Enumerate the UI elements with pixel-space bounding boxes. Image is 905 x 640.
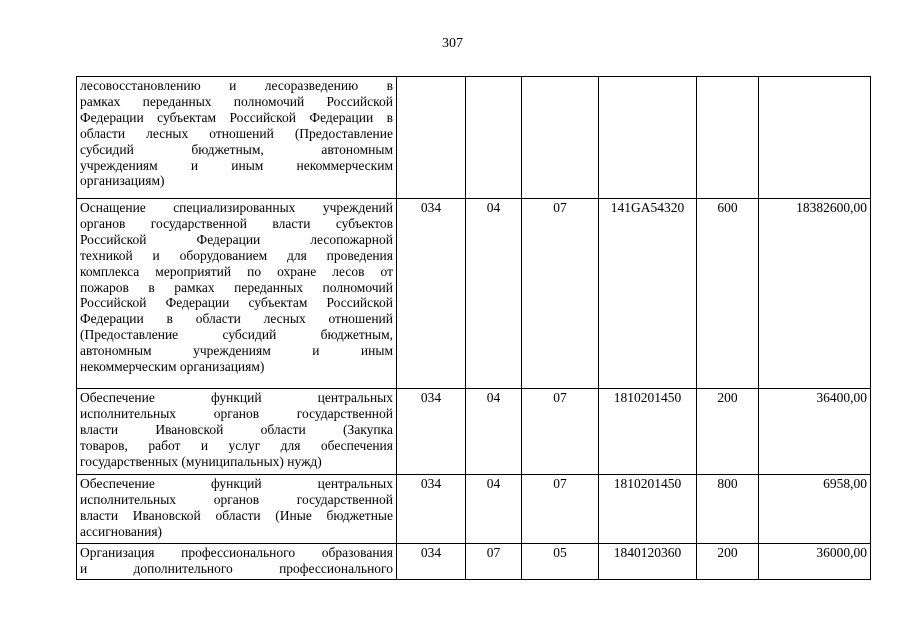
description-line: техникой и оборудованием для проведения [80,247,393,263]
description-line: организациям) [80,173,165,189]
section-code-cell: 07 [466,544,522,580]
description-line: Обеспечение функций центральных [80,390,393,405]
budget-table [76,76,871,580]
target-article-cell [599,77,697,199]
budget-table-body [77,77,871,580]
description-line: Российской Федерации субъектам Российской [80,295,393,311]
ministry-code-cell: 034 [397,475,466,544]
description-line: ассигнования) [80,523,163,539]
section-code-cell: 04 [466,199,522,389]
expense-kind-cell: 200 [697,544,759,580]
description-line: Федерации в области лесных отношений [80,311,393,327]
description-line: исполнительных органов государственной [80,491,393,507]
description-line: рамках переданных полномочий Российской [80,93,393,109]
subsection-code-cell [522,77,599,199]
table-row [77,475,871,544]
description-line: Федерации субъектам Российской Федерации в [80,109,393,125]
amount-cell [759,77,871,199]
subsection-code-cell: 07 [522,199,599,389]
description-cell [77,544,397,580]
table-row [77,544,871,580]
subsection-code-cell: 07 [522,389,599,475]
ministry-code-cell: 034 [397,199,466,389]
description-cell [77,77,397,199]
table-row [77,389,871,475]
table-row [77,77,871,199]
description-line: органов государственной власти субъектов [80,215,393,231]
amount-cell: 36400,00 [759,389,871,475]
description-line: власти Ивановской области (Иные бюджетные [80,507,393,523]
section-code-cell: 04 [466,475,522,544]
amount-cell: 6958,00 [759,475,871,544]
description-line: исполнительных органов государственной [80,405,393,421]
description-line: области лесных отношений (Предоставление [80,125,393,141]
description-line: некоммерческим организациям) [80,359,265,375]
description-line: автономным учреждениям и иным [80,343,393,359]
page-number: 307 [442,36,463,51]
description-line: Оснащение специализированных учреждений [80,200,393,215]
subsection-code-cell: 05 [522,544,599,580]
expense-kind-cell: 800 [697,475,759,544]
section-code-cell: 04 [466,389,522,475]
ministry-code-cell: 034 [397,544,466,580]
description-line: Российской Федерации лесопожарной [80,231,393,247]
description-line: Обеспечение функций центральных [80,476,393,491]
ministry-code-cell [397,77,466,199]
expense-kind-cell: 600 [697,199,759,389]
amount-cell: 18382600,00 [759,199,871,389]
description-line: власти Ивановской области (Закупка [80,421,393,437]
description-line: государственных (муниципальных) нужд) [80,453,322,469]
description-line: субсидий бюджетным, автономным [80,141,393,157]
subsection-code-cell: 07 [522,475,599,544]
ministry-code-cell: 034 [397,389,466,475]
amount-cell: 36000,00 [759,544,871,580]
description-line: товаров, работ и услуг для обеспечения [80,437,393,453]
table-row [77,199,871,389]
description-line: Организация профессионального образования [80,545,393,560]
target-article-cell: 1840120360 [599,544,697,580]
description-cell [77,389,397,475]
target-article-cell: 1810201450 [599,475,697,544]
target-article-cell: 141GA54320 [599,199,697,389]
description-line: и дополнительного профессионального [80,560,393,576]
expense-kind-cell [697,77,759,199]
description-line: учреждениям и иным некоммерческим [80,157,393,173]
target-article-cell: 1810201450 [599,389,697,475]
section-code-cell [466,77,522,199]
description-line: лесовосстановлению и лесоразведению в [80,78,393,93]
description-line: (Предоставление субсидий бюджетным, [80,327,393,343]
description-line: комплекса мероприятий по охране лесов от [80,263,393,279]
description-cell [77,199,397,389]
description-line: пожаров в рамках переданных полномочий [80,279,393,295]
description-cell [77,475,397,544]
expense-kind-cell: 200 [697,389,759,475]
